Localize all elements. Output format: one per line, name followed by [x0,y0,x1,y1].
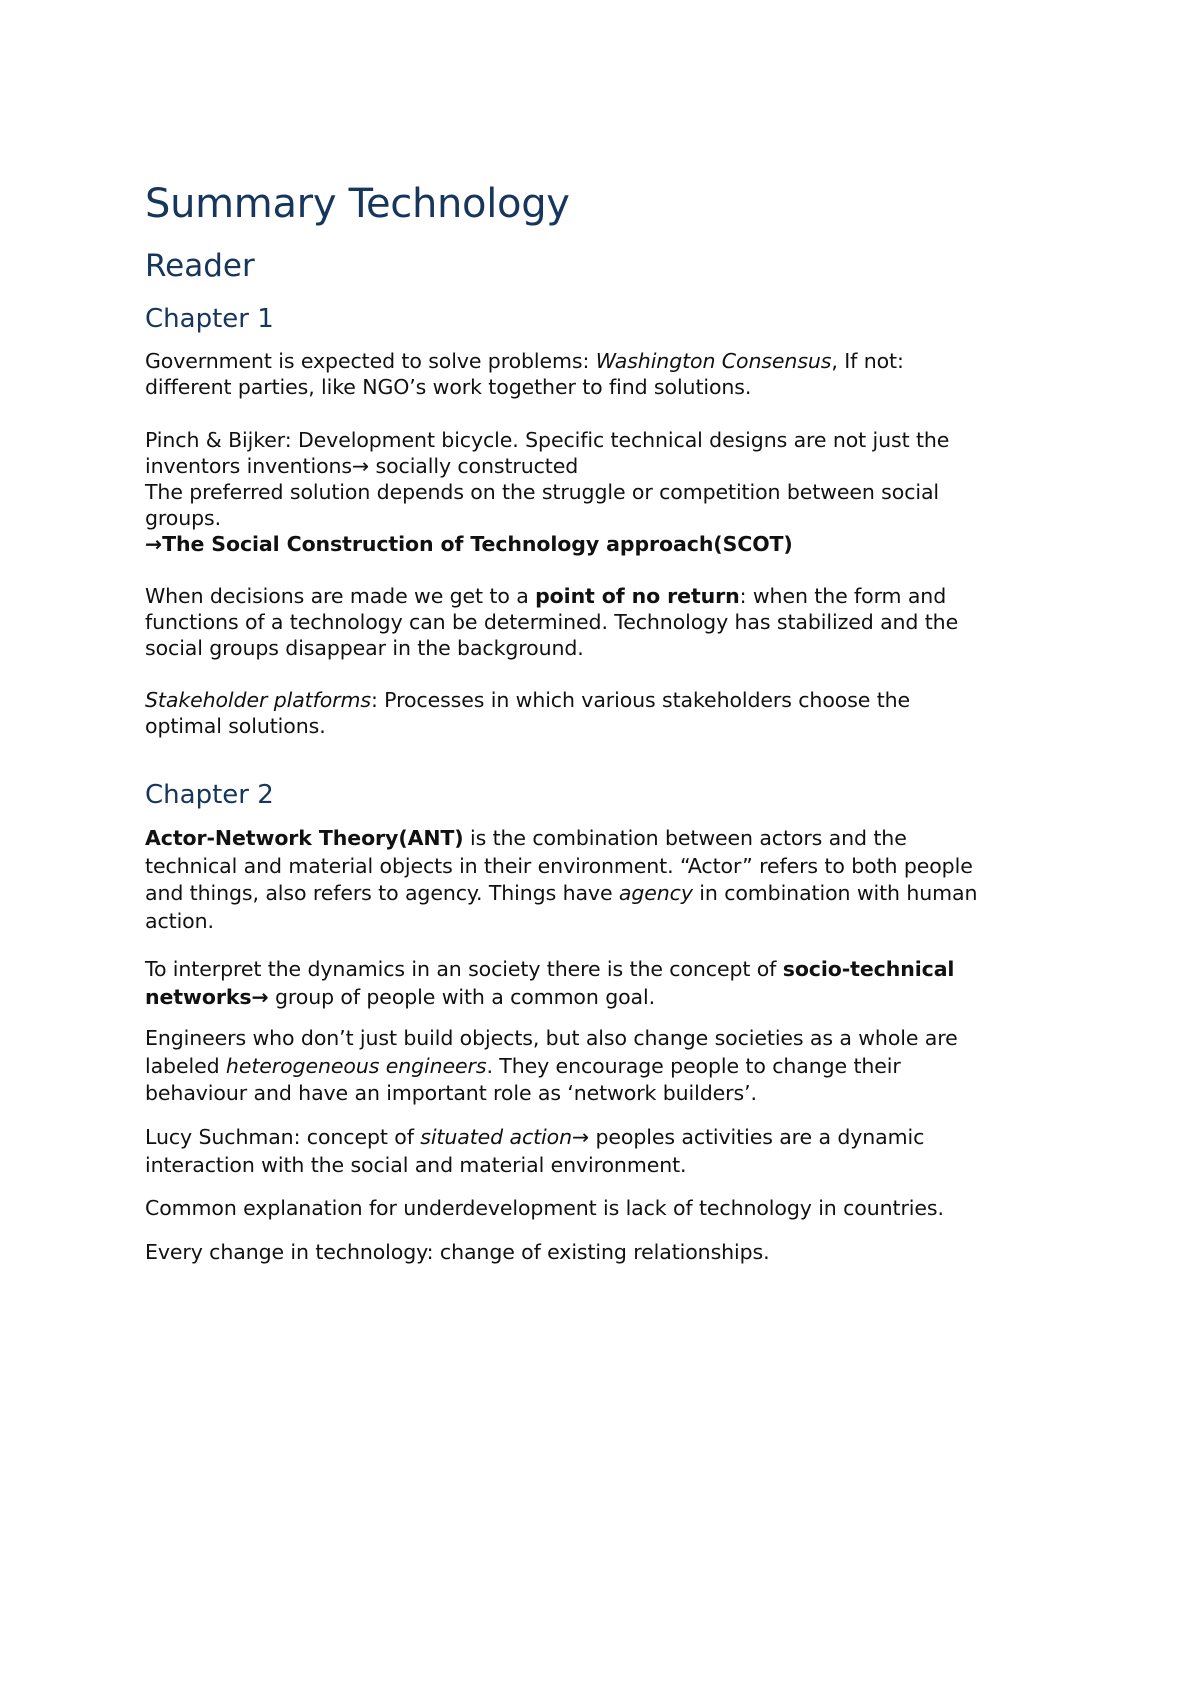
chapter-2-paragraph-1: Actor-Network Theory(ANT) is the combination between actors and the technical and material objects in their environment. “Actor” refers to both people and things, also refers to agency. Things have agency in combination with human action. [145,826,978,933]
chapter-1-paragraph-2: Pinch & Bijker: Development bicycle. Specific technical designs are not just the inventors inventions→ socially constructed The preferred solution depends on the struggle or competition between social groups. →The Social Construction of Technology approach(SCOT) [145,427,1085,557]
chapter-2-paragraph-2: To interpret the dynamics in an society there is the concept of socio-technical networks→ group of people with a common goal. [145,957,955,1009]
chapter-2-paragraph-4: Lucy Suchman: concept of situated action→ peoples activities are a dynamic interaction with the social and material environment. [145,1125,925,1177]
chapter-2-paragraph-3: Engineers who don’t just build objects, but also change societies as a whole are labeled heterogeneous engineers. They encourage people to change their behaviour and have an important role as ‘network builders’. [145,1026,958,1105]
chapter-1-heading: Chapter 1 [145,304,274,334]
chapter-1-paragraph-3: When decisions are made we get to a point of no return: when the form and functions of a technology can be determined. Technology has stabilized and the social groups disappear in the background. [145,584,959,660]
chapter-1-paragraph-1: Government is expected to solve problems: Washington Consensus, If not: different parties, like NGO’s work together to find solutions. [145,349,904,399]
chapter-1-paragraph-4: Stakeholder platforms: Processes in which various stakeholders choose the optimal solutions. [145,688,911,738]
chapter-2-paragraph-5: Common explanation for underdevelopment is lack of technology in countries. [145,1196,944,1220]
chapter-2-paragraph-6: Every change in technology: change of existing relationships. [145,1240,770,1264]
chapter-2-heading: Chapter 2 [145,780,274,810]
document-title: Summary Technology [145,181,570,227]
scot-approach: →The Social Construction of Technology approach(SCOT) [145,532,793,556]
section-heading-reader: Reader [145,248,255,284]
